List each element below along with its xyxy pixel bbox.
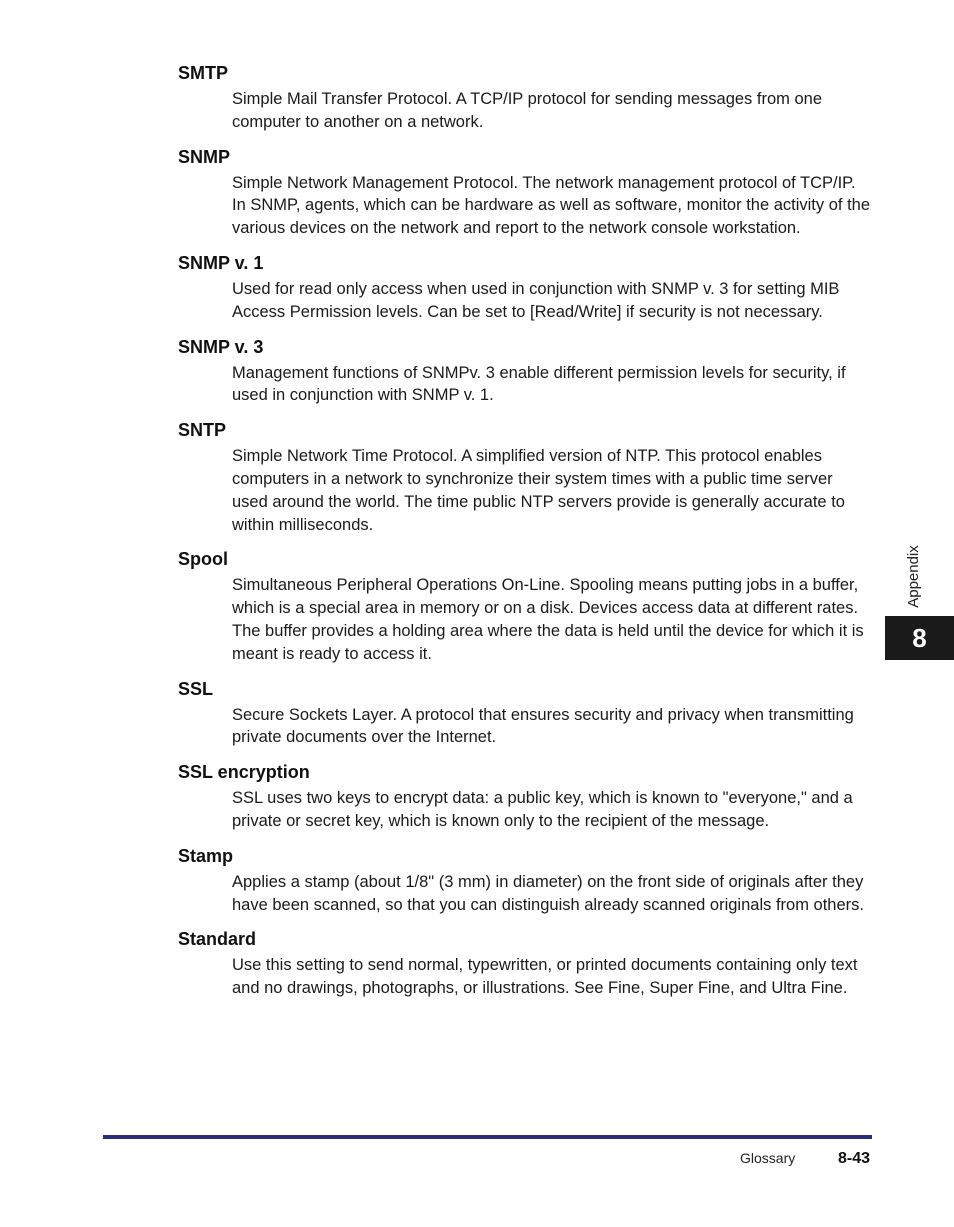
footer-section-name: Glossary xyxy=(740,1150,796,1166)
glossary-term: Standard xyxy=(178,929,257,950)
glossary-entry-ssl-encryption xyxy=(178,761,872,833)
glossary-term: SNTP xyxy=(178,420,227,441)
glossary-term: Stamp xyxy=(178,845,234,866)
glossary-entry-spool xyxy=(178,548,872,665)
glossary-definition: Applies a stamp (about 1/8" (3 mm) in diameter) on the front side of originals after they have been scanned, so that you can distinguish already scanned originals from others. xyxy=(232,872,864,914)
glossary-entry-snmp xyxy=(178,146,872,240)
glossary-entry-snmp-v1 xyxy=(178,252,872,324)
glossary-entry-sntp xyxy=(178,419,872,536)
glossary-term: SSL xyxy=(178,678,214,699)
section-side-label-text: Appendix xyxy=(904,544,922,608)
glossary-term: Spool xyxy=(178,549,228,570)
glossary-definition: Simple Network Time Protocol. A simplified version of NTP. This protocol enables computers in a network to synchronize their system times with a public time server used around the world. The time public NTP servers provide is generally accurate to within milliseconds. xyxy=(232,447,845,534)
glossary-term: SNMP v. 3 xyxy=(178,336,264,357)
glossary-term: SSL encryption xyxy=(178,762,310,783)
section-side-label xyxy=(902,536,924,616)
chapter-tab xyxy=(885,616,954,660)
glossary-definition: Simple Mail Transfer Protocol. A TCP/IP protocol for sending messages from one computer to another on a network. xyxy=(232,90,822,131)
glossary-entry-smtp xyxy=(178,62,872,134)
glossary-definition: Used for read only access when used in conjunction with SNMP v. 3 for setting MIB Access Permission levels. Can be set to [Read/Write] if security is not necessary. xyxy=(232,279,840,321)
glossary-definition: Simultaneous Peripheral Operations On-Line. Spooling means putting jobs in a buffer, which is a special area in memory or on a disk. Devices access data at different rates. The buffer provides a holding area where the data is held until the device for which it is meant is ready to access it. xyxy=(232,576,864,663)
footer-page-number: 8-43 xyxy=(838,1150,871,1167)
glossary-entry-standard xyxy=(178,928,872,1000)
chapter-number: 8 xyxy=(912,622,927,653)
glossary-entry-ssl xyxy=(178,678,872,750)
glossary-content xyxy=(178,62,872,1012)
glossary-entry-stamp xyxy=(178,845,872,917)
glossary-definition: SSL uses two keys to encrypt data: a public key, which is known to "everyone," and a private or secret key, which is known only to the recipient of the message. xyxy=(232,789,853,830)
glossary-definition: Simple Network Management Protocol. The network management protocol of TCP/IP. In SNMP, agents, which can be hardware as well as software, monitor the activity of the various devices on the network and report to the network console workstation. xyxy=(232,173,871,238)
glossary-term: SNMP v. 1 xyxy=(178,252,264,273)
glossary-term: SMTP xyxy=(178,63,229,83)
glossary-definition: Management functions of SNMPv. 3 enable different permission levels for security, if used in conjunction with SNMP v. 1. xyxy=(232,363,846,405)
footer-rule xyxy=(103,1135,872,1139)
glossary-entry-snmp-v3 xyxy=(178,336,872,408)
glossary-term: SNMP xyxy=(178,146,231,167)
glossary-definition: Use this setting to send normal, typewritten, or printed documents containing only text and no drawings, photographs, or illustrations. See Fine, Super Fine, and Ultra Fine. xyxy=(232,956,858,998)
glossary-definition: Secure Sockets Layer. A protocol that ensures security and privacy when transmitting private documents over the Internet. xyxy=(232,705,854,747)
